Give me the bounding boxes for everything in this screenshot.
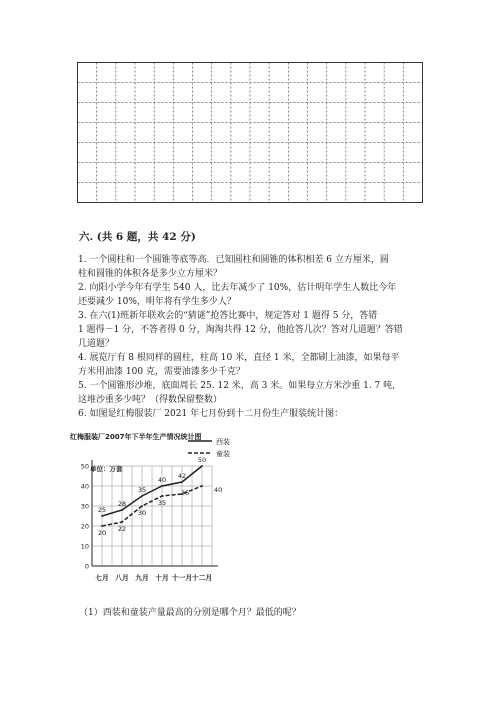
question-text-line: 还要减少 10%，明年将有学生多少人？ — [78, 297, 236, 307]
data-label-童装: 35 — [157, 499, 167, 507]
question-text-line: 4. 展览厅有 8 根同样的圆柱，柱高 10 米，直径 1 米，全都刷上油漆，如果每平 — [78, 353, 400, 363]
x-tick-label: 十二月 — [191, 574, 213, 582]
y-tick-label: 30 — [80, 502, 89, 511]
data-point-西装 — [161, 485, 163, 487]
data-label-西装: 50 — [197, 456, 207, 464]
x-tick-label: 十月 — [155, 574, 169, 582]
question-text-line: 3. 在六(1)班新年联欢会的“猜谜”抢答比赛中，规定答对 1 题得 5 分，答错 — [78, 311, 378, 321]
chart-title: 红梅服装厂2007年下半年生产情况统计图 — [70, 433, 202, 441]
x-tick-label: 十一月 — [171, 574, 193, 582]
answer-grid — [77, 62, 423, 203]
question-text-line: 1 题得－1 分，不答者得 0 分，淘淘共得 12 分，他抢答几次？答对几道题？答错 — [78, 325, 403, 335]
production-line-chart — [70, 428, 245, 593]
data-label-西装: 42 — [177, 472, 187, 480]
question-4 — [78, 351, 423, 379]
data-label-童装: 40 — [214, 486, 223, 494]
x-tick-label: 七月 — [95, 574, 109, 582]
y-axis-unit-label: 单位：万套 — [90, 465, 123, 473]
question-3 — [78, 309, 423, 351]
legend-label-西装: 西装 — [216, 438, 230, 446]
question-text-line: 5. 一个圆锥形沙堆，底面周长 25. 12 米，高 3 米。如果每立方米沙重 1. 7 吨， — [78, 381, 402, 391]
question-6 — [78, 407, 423, 421]
data-point-西装 — [201, 465, 203, 467]
data-point-童装 — [161, 495, 163, 497]
data-point-西装 — [141, 495, 143, 497]
question-text-line: 方米用油漆 100 克，需要油漆多少千克？ — [78, 367, 245, 377]
data-label-西装: 35 — [137, 486, 147, 494]
x-tick-label: 八月 — [115, 574, 129, 582]
y-tick-label: 0 — [84, 562, 89, 571]
x-tick-label: 九月 — [135, 574, 149, 582]
question-2 — [78, 281, 423, 309]
y-tick-label: 20 — [80, 522, 89, 531]
question-text-line: 2. 向阳小学今年有学生 540 人，比去年减少了 10%，估计明年学生人数比今年 — [78, 283, 397, 293]
data-label-童装: 22 — [117, 525, 127, 533]
question-text-line: 1. 一个圆柱和一个圆锥等底等高．已知圆柱和圆锥的体积相差 6 立方厘米，圆 — [78, 255, 389, 265]
section-title: 六. (共 6 题，共 42 分) — [79, 231, 196, 243]
sub-question-1: （1）西装和童装产量最高的分别是哪个月？最低的呢？ — [79, 608, 301, 618]
data-point-童装 — [141, 505, 143, 507]
question-text-line: 6. 如图是红梅服装厂 2021 年七月份到十二月份生产服装统计图： — [78, 409, 344, 419]
legend-label-童装: 童装 — [216, 450, 230, 458]
data-label-童装: 36 — [180, 489, 190, 497]
question-text-line: 几道题？ — [78, 339, 115, 349]
question-list — [78, 253, 423, 421]
data-point-童装 — [121, 521, 123, 523]
y-tick-label: 40 — [80, 482, 89, 491]
data-label-西装: 25 — [97, 506, 107, 514]
data-label-西装: 28 — [117, 500, 127, 508]
y-tick-label: 10 — [80, 542, 89, 551]
data-label-童装: 20 — [97, 529, 107, 537]
data-label-童装: 30 — [137, 509, 147, 517]
question-text-line: 这堆沙重多少吨？（得数保留整数） — [78, 395, 223, 405]
data-label-西装: 40 — [157, 476, 167, 484]
data-point-西装 — [121, 509, 123, 511]
data-point-童装 — [201, 485, 203, 487]
question-5 — [78, 379, 423, 407]
data-point-西装 — [101, 515, 103, 517]
question-text-line: 柱和圆锥的体积各是多少立方厘米？ — [78, 269, 223, 279]
question-1 — [78, 253, 423, 281]
y-tick-label: 50 — [80, 462, 89, 471]
data-point-童装 — [101, 525, 103, 527]
data-point-西装 — [181, 481, 183, 483]
